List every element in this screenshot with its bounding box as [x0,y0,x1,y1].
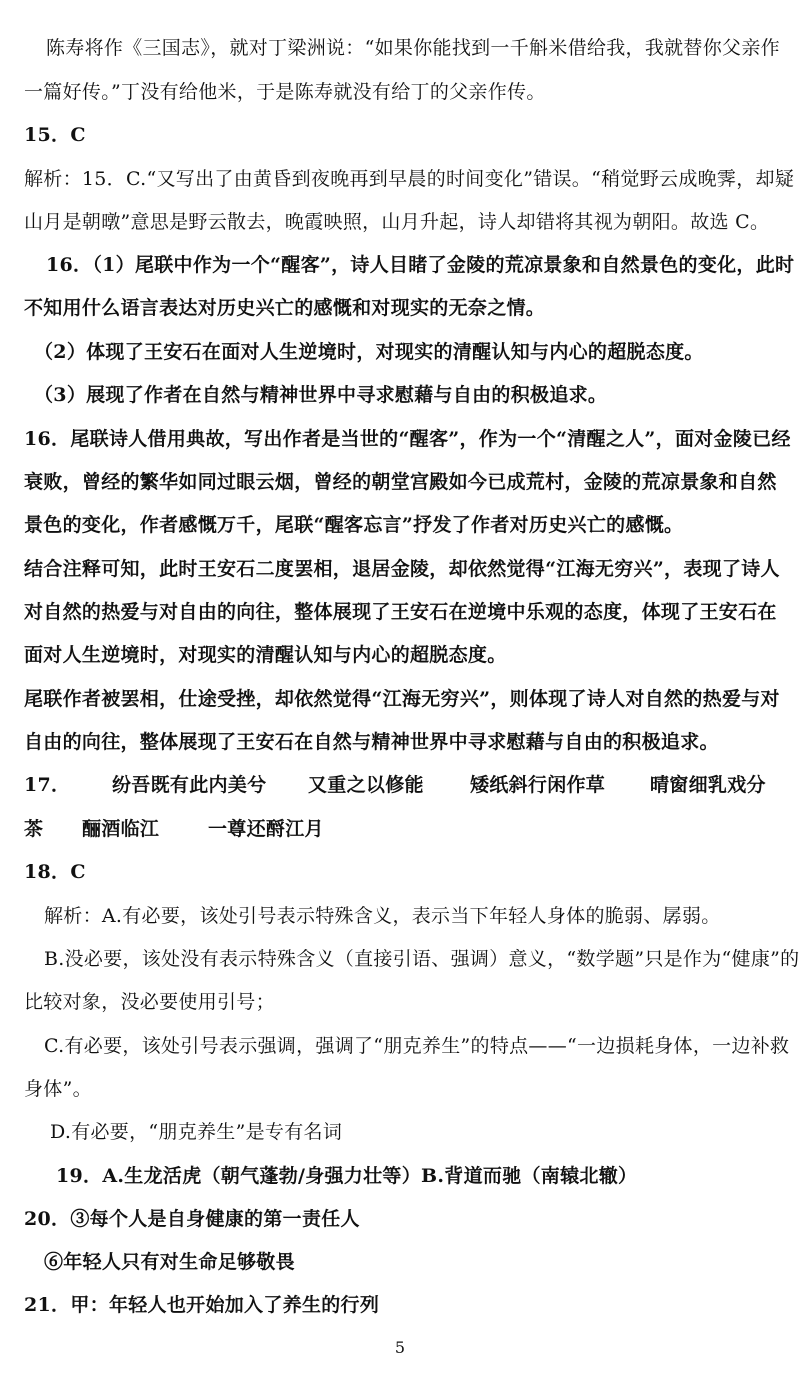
question-20-answer-2: ⑥年轻人只有对生命足够敬畏 [44,1251,295,1273]
question-18-analysis-a: 解析：A.有必要，该处引号表示特殊含义，表示当下年轻人身体的脆弱、孱弱。 [44,905,721,927]
question-16-answer-4: 结合注释可知，此时王安石二度罢相，退居金陵，却依然觉得“江海无穷兴”，表现了诗人 [24,558,780,580]
question-16-part3: （3）展现了作者在自然与精神世界中寻求慰藉与自由的积极追求。 [34,384,608,406]
text-line-2: 一篇好传。”丁没有给他米，于是陈寿就没有给丁的父亲作传。 [24,81,546,103]
question-16-answer-3: 景色的变化，作者感慨万千，尾联“醒客忘言”抒发了作者对历史兴亡的感慨。 [24,514,684,536]
question-17-answer-a: 纷吾既有此内美兮 [112,774,267,796]
question-17-answer-d: 晴窗细乳戏分 [650,774,766,796]
question-20-answer-1: 20．③每个人是自身健康的第一责任人 [24,1208,360,1230]
question-16-answer-2: 衰败，曾经的繁华如同过眼云烟，曾经的朝堂宫殿如今已成荒村，金陵的荒凉景象和自然 [24,471,777,493]
question-16-answer-5: 对自然的热爱与对自由的向往，整体展现了王安石在逆境中乐观的态度，体现了王安石在 [24,601,777,623]
question-16-part1: 16．（1）尾联中作为一个“醒客”，诗人目睹了金陵的荒凉景象和自然景色的变化，此时 [46,254,795,276]
question-16-answer-1: 16．尾联诗人借用典故，写出作者是当世的“醒客”，作为一个“清醒之人”，面对金陵已经 [24,428,791,450]
question-17-number: 17． [24,774,71,796]
question-15-heading: 15．C [24,124,86,146]
question-18-analysis-b: B.没必要，该处没有表示特殊含义（直接引语、强调）意义，“数学题”只是作为“健康”的 [44,948,800,970]
text-line-1: 陈寿将作《三国志》，就对丁梁洲说：“如果你能找到一千斛米借给我，我就替你父亲作 [46,37,780,59]
question-18-analysis-b-cont: 比较对象，没必要使用引号； [24,991,275,1013]
page-number: 5 [394,1338,406,1357]
question-18-analysis-c: C.有必要，该处引号表示强调，强调了“朋克养生”的特点——“一边损耗身体，一边补救 [44,1035,790,1057]
question-16-answer-7: 尾联作者被罢相，仕途受挫，却依然觉得“江海无穷兴”，则体现了诗人对自然的热爱与对 [24,688,780,710]
question-16-answer-6: 面对人生逆境时，对现实的清醒认知与内心的超脱态度。 [24,644,507,666]
question-16-answer-8: 自由的向往，整体展现了王安石在自然与精神世界中寻求慰藉与自由的积极追求。 [24,731,719,753]
question-17-answer-f: 一尊还酹江月 [208,818,324,840]
question-15-analysis-cont: 山月是朝暾”意思是野云散去，晚霞映照，山月升起，诗人却错将其视为朝阳。故选 C。 [24,211,770,233]
question-18-analysis-d: D.有必要，“朋克养生”是专有名词 [50,1121,343,1143]
question-17-answer-b: 又重之以修能 [308,774,424,796]
question-17-answers-cont [24,817,788,841]
question-17-answer-e: 酾酒临江 [82,818,160,840]
question-17-answer-c: 矮纸斜行闲作草 [470,774,606,796]
question-16-part2: （2）体现了王安石在面对人生逆境时，对现实的清醒认知与内心的超脱态度。 [34,341,704,363]
question-17-answer-d-cont: 茶 [24,818,44,840]
question-18-analysis-c-cont: 身体”。 [24,1078,92,1100]
question-19-answer: 19．A.生龙活虎（朝气蓬勃/身强力壮等）B.背道而驰（南辕北辙） [56,1165,638,1187]
question-18-heading: 18．C [24,861,86,883]
question-21-answer: 21．甲：年轻人也开始加入了养生的行列 [24,1294,380,1316]
question-17-answers [24,773,788,797]
question-15-analysis: 解析：15．C.“又写出了由黄昏到夜晚再到早晨的时间变化”错误。“稍觉野云成晚霁，却疑 [24,168,795,190]
question-16-part1-cont: 不知用什么语言表达对历史兴亡的感慨和对现实的无奈之情。 [24,297,546,319]
